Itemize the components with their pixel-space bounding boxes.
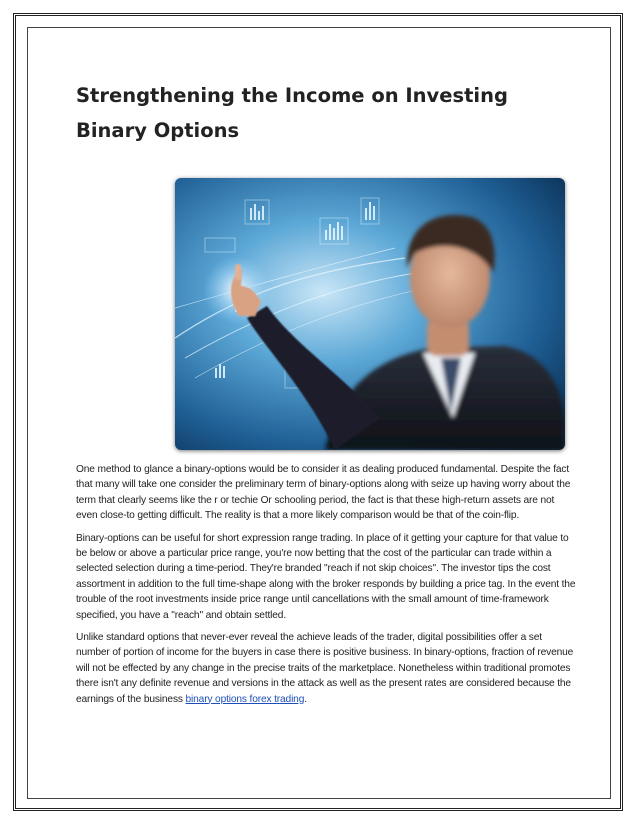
businessman-touchscreen-illustration [175,178,565,450]
document-body [76,462,576,714]
paragraph-3 [76,630,576,707]
forex-trading-link[interactable]: binary options forex trading [185,693,305,705]
paragraph-2: Binary-options can be useful for short expression range trading. In place of it getting your capture for that value to be below or above a particular price range, you're now betting that the cost of the particular can trade within a selected selection during a time-period. They're branded "reach if not skip choices". The investor tips the cost assortment in addition to the full time-shape along with the broker responds by building a price tag. In the event the trouble of the root investments inside price range until cancellations with the small amount of time-framework specified, you have a "reach" and obtain settled. [76,532,576,621]
paragraph-3-end: . [304,693,307,705]
hero-image [175,178,565,450]
document-title: Strengthening the Income on Investing Binary Options [76,84,508,142]
paragraph-1: One method to glance a binary-options would be to consider it as dealing produced fundamental. Despite the fact that many will take one consider the preliminary term of binary-options along with seize up having worry about the term that clearly seems like the r or techie Or schooling period, the fact is that these high-return assets are not even close-to getting difficult. The reality is that a more likely comparison would be that of the coin-flip. [76,464,571,522]
paragraph-3-text: Unlike standard options that never-ever reveal the achieve leads of the trader, digital possibilities offer a set number of portion of income for the buyers in case there is positive business. In binary-options, fraction of revenue will not be effected by any change in the precise traits of the marketplace. Nonetheless within traditional promotes there isn't any definite revenue and versions in the attack as well as the present rates are considered because the earnings of the business [76,632,574,705]
